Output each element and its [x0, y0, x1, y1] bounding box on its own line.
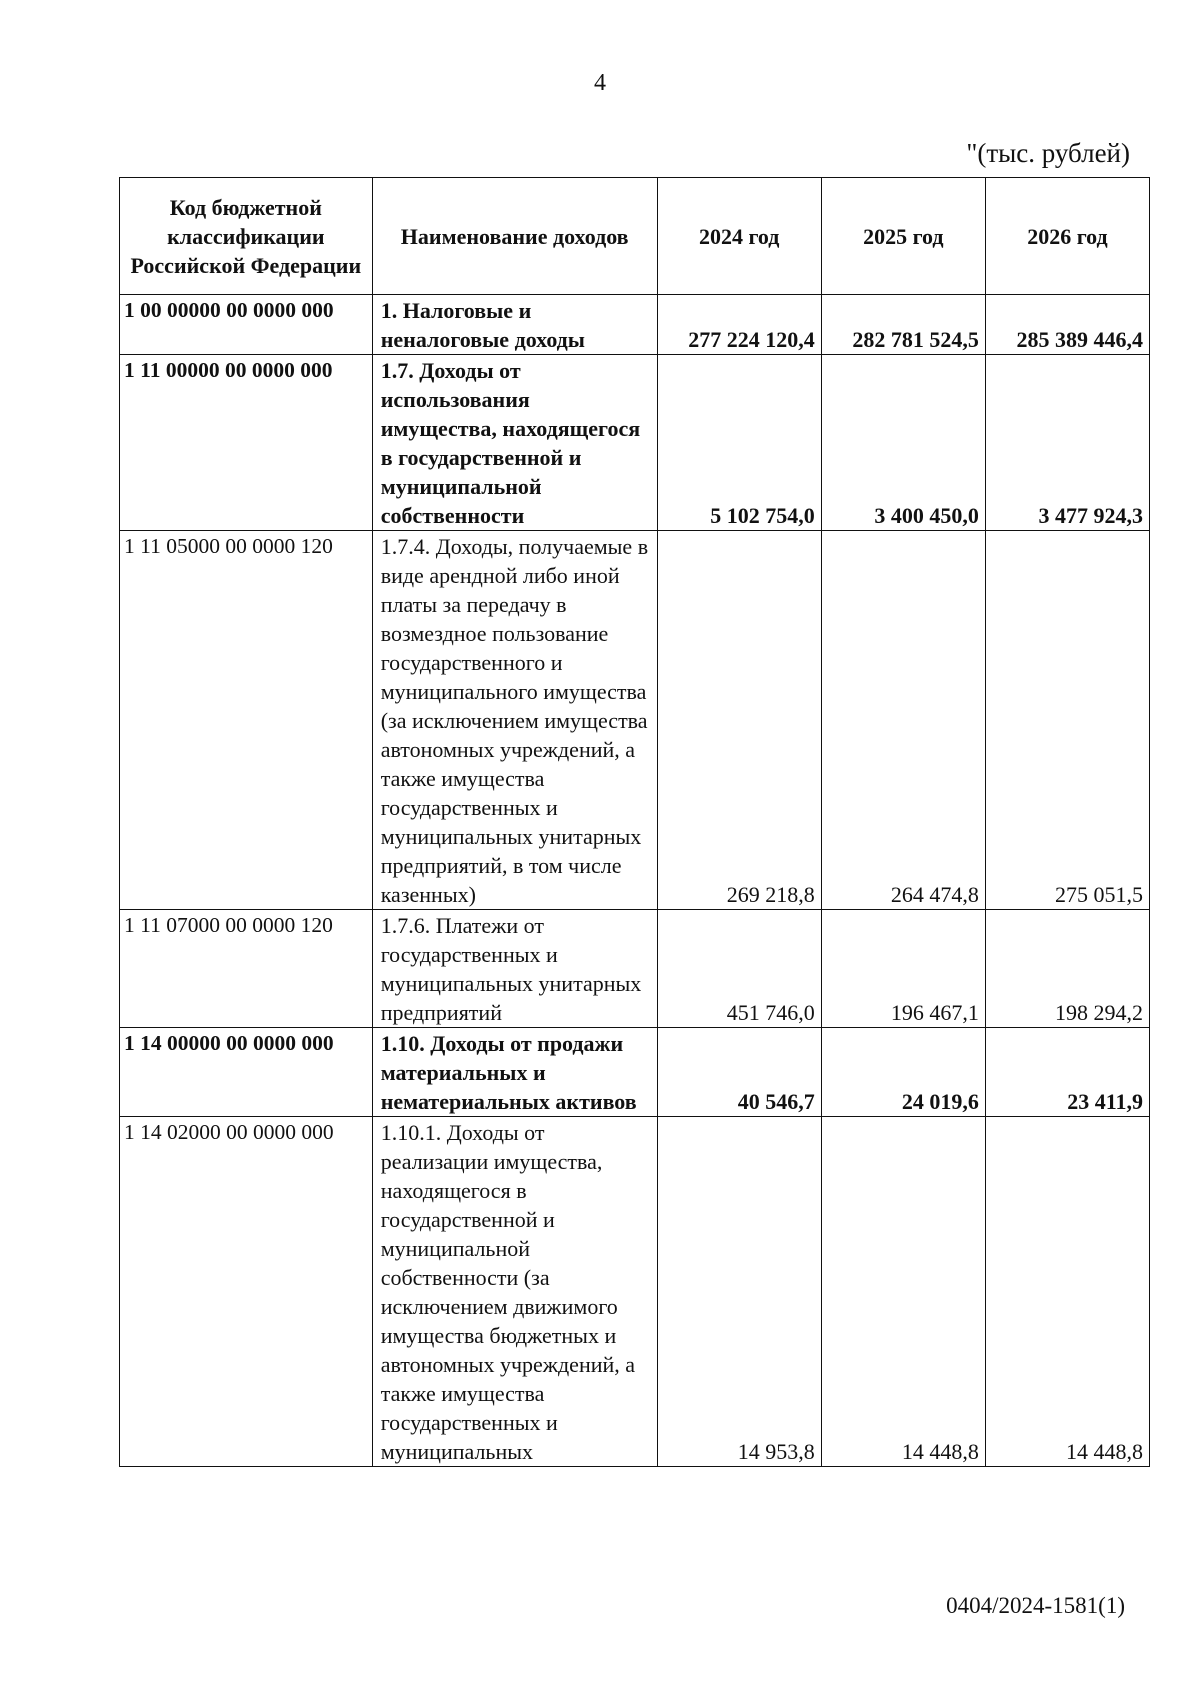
row-code: 1 11 07000 00 0000 120: [120, 910, 373, 1028]
table-row: [120, 910, 1150, 1028]
row-name: 1.7. Доходы от использования имущества, находящегося в государственной и муниципальной собственности: [372, 355, 657, 531]
row-code: 1 11 00000 00 0000 000: [120, 355, 373, 531]
row-value-2026: 23 411,9: [985, 1028, 1149, 1117]
row-value-2024: 14 953,8: [657, 1117, 821, 1467]
row-name: 1.7.6. Платежи от государственных и муниципальных унитарных предприятий: [372, 910, 657, 1028]
row-value-2026: 198 294,2: [985, 910, 1149, 1028]
row-value-2026: 3 477 924,3: [985, 355, 1149, 531]
page-number: 4: [594, 70, 606, 96]
header-2025: 2025 год: [821, 178, 985, 295]
row-name: 1.10.1. Доходы от реализации имущества, находящегося в государственной и муниципальной собственности (за исключением движимого имущества бюджетных и автономных учреждений, а также имущества государственных и муниципальных: [372, 1117, 657, 1467]
row-value-2024: 269 218,8: [657, 531, 821, 910]
row-value-2025: 3 400 450,0: [821, 355, 985, 531]
table-row: [120, 531, 1150, 910]
row-value-2024: 5 102 754,0: [657, 355, 821, 531]
row-value-2024: 277 224 120,4: [657, 295, 821, 355]
row-code: 1 14 02000 00 0000 000: [120, 1117, 373, 1467]
row-value-2025: 14 448,8: [821, 1117, 985, 1467]
row-name: 1.10. Доходы от продажи материальных и нематериальных активов: [372, 1028, 657, 1117]
table-row: [120, 1117, 1150, 1467]
units-note: "(тыс. рублей): [966, 138, 1130, 168]
row-name: 1. Налоговые и неналоговые доходы: [372, 295, 657, 355]
revenue-table: [119, 177, 1150, 1467]
row-code: 1 11 05000 00 0000 120: [120, 531, 373, 910]
header-2024: 2024 год: [657, 178, 821, 295]
row-value-2025: 24 019,6: [821, 1028, 985, 1117]
row-code: 1 14 00000 00 0000 000: [120, 1028, 373, 1117]
row-value-2025: 196 467,1: [821, 910, 985, 1028]
header-2026: 2026 год: [985, 178, 1149, 295]
row-value-2026: 275 051,5: [985, 531, 1149, 910]
row-value-2026: 14 448,8: [985, 1117, 1149, 1467]
header-name: Наименование доходов: [372, 178, 657, 295]
table-header-row: [120, 178, 1150, 295]
header-code: Код бюджетной классификации Российской Федерации: [120, 178, 373, 295]
row-value-2024: 40 546,7: [657, 1028, 821, 1117]
document-id: 0404/2024-1581(1): [946, 1593, 1125, 1618]
row-value-2026: 285 389 446,4: [985, 295, 1149, 355]
table-row: [120, 355, 1150, 531]
table-row: [120, 295, 1150, 355]
row-code: 1 00 00000 00 0000 000: [120, 295, 373, 355]
table-row: [120, 1028, 1150, 1117]
row-name: 1.7.4. Доходы, получаемые в виде арендной либо иной платы за передачу в возмездное пользование государственного и муниципального имущества (за исключением имущества автономных учреждений, а также имущества государственных и муниципальных унитарных предприятий, в том числе казенных): [372, 531, 657, 910]
row-value-2025: 264 474,8: [821, 531, 985, 910]
row-value-2024: 451 746,0: [657, 910, 821, 1028]
row-value-2025: 282 781 524,5: [821, 295, 985, 355]
